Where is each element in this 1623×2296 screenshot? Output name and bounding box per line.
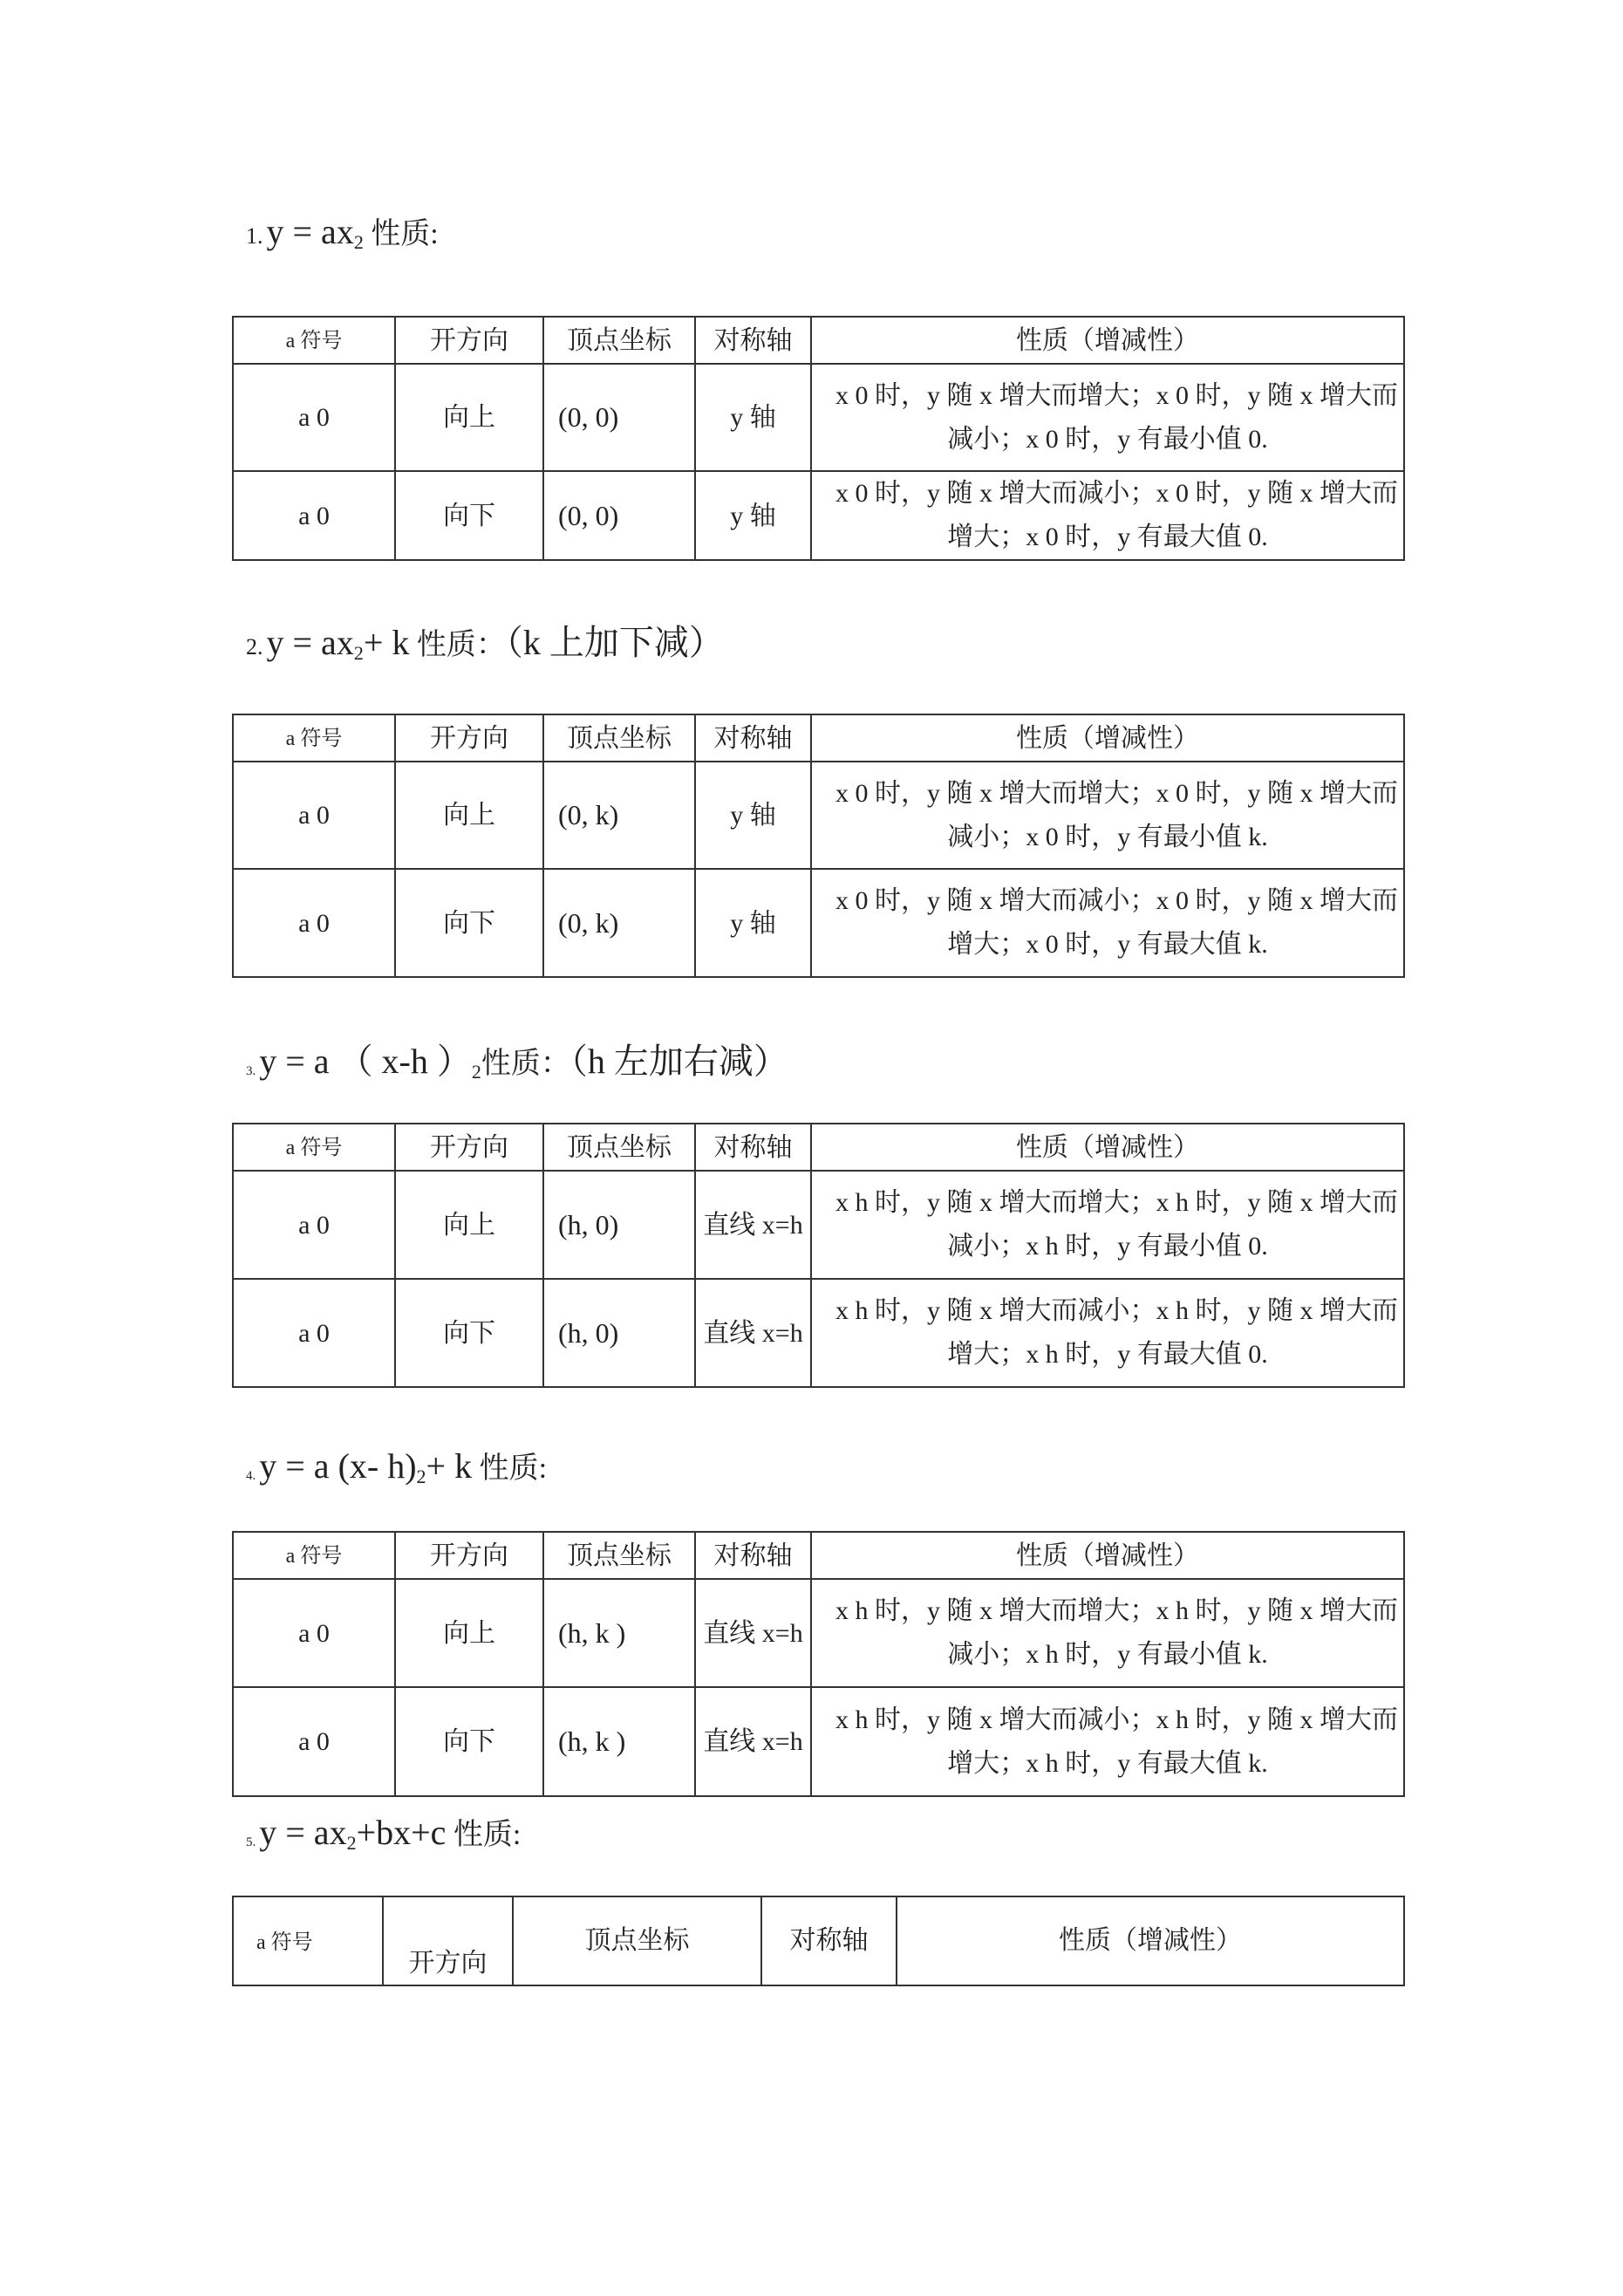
cell-property: x h 时，y 随 x 增大而减小；x h 时，y 随 x 增大而 增大；x h 时，y 有最大值 0.: [811, 1279, 1404, 1387]
section-3-heading: 3. y = a （ x-h ）2性质：（h 左加右减）: [246, 1042, 788, 1083]
cell-vertex: (h, k ): [543, 1579, 695, 1687]
header-sign: a 符号: [233, 1896, 383, 1985]
cell-property: x 0 时，y 随 x 增大而减小；x 0 时，y 随 x 增大而 增大；x 0 时，y 有最大值 k.: [811, 869, 1404, 977]
header-property: 性质（增减性）: [811, 714, 1404, 762]
cell-sign: a 0: [233, 471, 395, 560]
table-header-row: [233, 1532, 1404, 1579]
header-axis: 对称轴: [695, 317, 811, 364]
header-vertex: 顶点坐标: [543, 1532, 695, 1579]
table-row: [233, 869, 1404, 977]
header-vertex: 顶点坐标: [543, 317, 695, 364]
table-row: [233, 1579, 1404, 1687]
cell-vertex: (0, 0): [543, 364, 695, 471]
cell-sign: a 0: [233, 1279, 395, 1387]
table-row: [233, 1279, 1404, 1387]
cell-direction: 向下: [395, 1687, 543, 1796]
table-header-row: [233, 714, 1404, 762]
header-property: 性质（增减性）: [811, 1532, 1404, 1579]
table-row: [233, 1687, 1404, 1796]
cell-axis: 直线 x=h: [695, 1279, 811, 1387]
cell-axis: y 轴: [695, 762, 811, 869]
header-direction: 开方向: [395, 714, 543, 762]
table-row: [233, 1171, 1404, 1279]
cell-vertex: (h, k ): [543, 1687, 695, 1796]
header-vertex: 顶点坐标: [543, 1124, 695, 1171]
header-axis: 对称轴: [695, 714, 811, 762]
table-header-row: [233, 1896, 1404, 1985]
cell-direction: 向上: [395, 1171, 543, 1279]
cell-sign: a 0: [233, 364, 395, 471]
cell-axis: 直线 x=h: [695, 1687, 811, 1796]
cell-vertex: (0, 0): [543, 471, 695, 560]
cell-vertex: (h, 0): [543, 1279, 695, 1387]
cell-axis: y 轴: [695, 471, 811, 560]
cell-axis: 直线 x=h: [695, 1171, 811, 1279]
header-direction: 开方向: [383, 1896, 513, 1985]
cell-axis: 直线 x=h: [695, 1579, 811, 1687]
header-direction: 开方向: [395, 317, 543, 364]
cell-vertex: (0, k): [543, 762, 695, 869]
section-3-table: [232, 1123, 1405, 1388]
cell-direction: 向下: [395, 869, 543, 977]
section-4-table: [232, 1531, 1405, 1797]
cell-vertex: (h, 0): [543, 1171, 695, 1279]
section-4-heading: 4. y = a (x- h)2+ k 性质:: [246, 1446, 548, 1487]
header-direction: 开方向: [395, 1124, 543, 1171]
header-axis: 对称轴: [761, 1896, 897, 1985]
section-1-heading: 1. y = ax2 性质:: [246, 212, 439, 253]
section-2-heading: 2. y = ax2+ k 性质：（k 上加下减）: [246, 623, 724, 664]
cell-axis: y 轴: [695, 869, 811, 977]
cell-property: x 0 时，y 随 x 增大而增大；x 0 时，y 随 x 增大而 减小；x 0 时，y 有最小值 k.: [811, 762, 1404, 869]
header-property: 性质（增减性）: [811, 1124, 1404, 1171]
cell-direction: 向上: [395, 1579, 543, 1687]
cell-property: x h 时，y 随 x 增大而增大；x h 时，y 随 x 增大而 减小；x h 时，y 有最小值 k.: [811, 1579, 1404, 1687]
header-property: 性质（增减性）: [811, 317, 1404, 364]
cell-sign: a 0: [233, 1171, 395, 1279]
header-sign: a 符号: [233, 714, 395, 762]
table-row: [233, 471, 1404, 560]
header-sign: a 符号: [233, 1532, 395, 1579]
section-1-table: [232, 316, 1405, 561]
header-property: 性质（增减性）: [897, 1896, 1404, 1985]
cell-property: x 0 时，y 随 x 增大而减小；x 0 时，y 随 x 增大而 增大；x 0 时，y 有最大值 0.: [811, 471, 1404, 560]
cell-property: x h 时，y 随 x 增大而减小；x h 时，y 随 x 增大而 增大；x h 时，y 有最大值 k.: [811, 1687, 1404, 1796]
cell-property: x 0 时，y 随 x 增大而增大；x 0 时，y 随 x 增大而 减小；x 0 时，y 有最小值 0.: [811, 364, 1404, 471]
cell-sign: a 0: [233, 1579, 395, 1687]
cell-sign: a 0: [233, 1687, 395, 1796]
header-axis: 对称轴: [695, 1124, 811, 1171]
cell-sign: a 0: [233, 762, 395, 869]
table-header-row: [233, 1124, 1404, 1171]
section-5-heading: 5. y = ax2+bx+c 性质:: [246, 1813, 522, 1854]
header-sign: a 符号: [233, 1124, 395, 1171]
cell-sign: a 0: [233, 869, 395, 977]
header-axis: 对称轴: [695, 1532, 811, 1579]
cell-direction: 向上: [395, 762, 543, 869]
cell-property: x h 时，y 随 x 增大而增大；x h 时，y 随 x 增大而 减小；x h 时，y 有最小值 0.: [811, 1171, 1404, 1279]
cell-direction: 向下: [395, 471, 543, 560]
section-5-table: [232, 1896, 1405, 1986]
section-2-table: [232, 714, 1405, 978]
table-row: [233, 762, 1404, 869]
cell-direction: 向上: [395, 364, 543, 471]
header-vertex: 顶点坐标: [543, 714, 695, 762]
cell-direction: 向下: [395, 1279, 543, 1387]
table-header-row: [233, 317, 1404, 364]
header-direction: 开方向: [395, 1532, 543, 1579]
table-row: [233, 364, 1404, 471]
cell-vertex: (0, k): [543, 869, 695, 977]
header-sign: a 符号: [233, 317, 395, 364]
cell-axis: y 轴: [695, 364, 811, 471]
header-vertex: 顶点坐标: [513, 1896, 761, 1985]
